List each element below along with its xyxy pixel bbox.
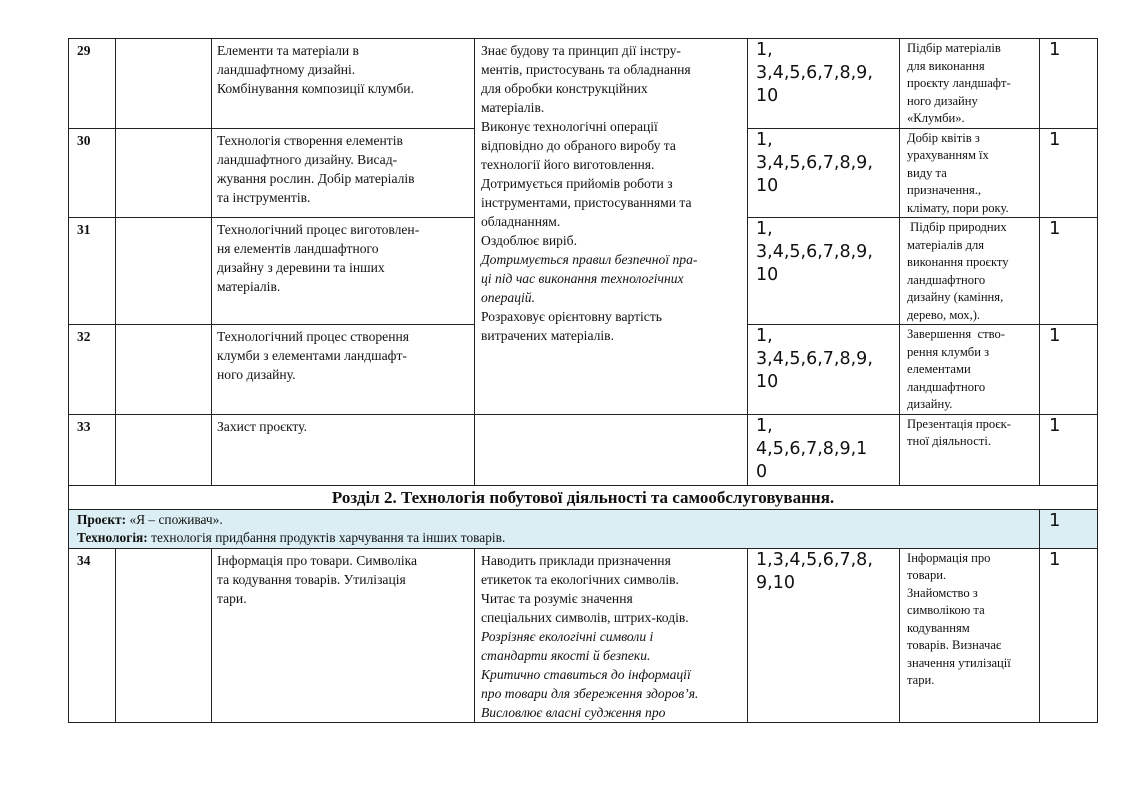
hours: 1 <box>1040 548 1098 722</box>
practical-note: Підбір матеріалів для виконання проєкту ландшафт- ного дизайну «Клумби». <box>900 39 1040 129</box>
hours: 1 <box>1040 325 1098 415</box>
project-row <box>69 509 1098 548</box>
competences: 1, 4,5,6,7,8,9,1 0 <box>748 414 900 485</box>
date-cell <box>116 128 212 218</box>
project-info <box>69 509 1040 548</box>
competences: 1,3,4,5,6,7,8, 9,10 <box>748 548 900 722</box>
table-row <box>69 39 1098 129</box>
lesson-number: 33 <box>69 414 116 485</box>
expected-outcomes: Знає будову та принцип дії інстру- ментів, пристосувань та обладнання для обробки конструкційних матеріалів. Виконує технологічні операції відповідно до обраного виробу та технології його виготовлення. Дотримується прийомів роботи з інструментами, пристосуваннями та обладнанням. Оздоблює виріб. Дотримується правил безпечної пра- ці під час виконання технологічних операцій. Розраховує орієнтовну вартість витрачених матеріалів. <box>475 39 748 415</box>
technology-value: технологія придбання продуктів харчування та інших товарів. <box>147 529 506 545</box>
lesson-topic: Інформація про товари. Символіка та кодування товарів. Утилізація тари. <box>212 548 475 722</box>
date-cell <box>116 218 212 325</box>
section-row <box>69 485 1098 509</box>
lesson-topic: Технологічний процес створення клумби з елементами ландшафт- ного дизайну. <box>212 325 475 415</box>
hours: 1 <box>1040 509 1098 548</box>
hours: 1 <box>1040 128 1098 218</box>
table-row <box>69 414 1098 485</box>
lesson-number: 30 <box>69 128 116 218</box>
curriculum-table <box>68 38 1098 723</box>
competences: 1, 3,4,5,6,7,8,9, 10 <box>748 39 900 129</box>
lesson-number: 34 <box>69 548 116 722</box>
practical-note: Добір квітів з урахуванням їх виду та призначення., клімату, пори року. <box>900 128 1040 218</box>
date-cell <box>116 325 212 415</box>
practical-note: Презентація проєк- тної діяльності. <box>900 414 1040 485</box>
section-title: Розділ 2. Технологія побутової діяльності та самообслуговування. <box>69 485 1098 509</box>
project-label: Проєкт: <box>77 511 127 527</box>
hours: 1 <box>1040 414 1098 485</box>
date-cell <box>116 414 212 485</box>
lesson-number: 29 <box>69 39 116 129</box>
practical-note: Завершення ство- рення клумби з елементами ландшафтного дизайну. <box>900 325 1040 415</box>
hours: 1 <box>1040 218 1098 325</box>
date-cell <box>116 548 212 722</box>
practical-note: Підбір природних матеріалів для виконання проєкту ландшафтного дизайну (каміння, дерево, мох,). <box>900 218 1040 325</box>
project-value: «Я – споживач». <box>126 511 223 527</box>
lesson-number: 32 <box>69 325 116 415</box>
lesson-topic: Елементи та матеріали в ландшафтному дизайні. Комбінування композиції клумби. <box>212 39 475 129</box>
expected-outcomes-empty <box>475 414 748 485</box>
table-row <box>69 548 1098 722</box>
expected-outcomes: Наводить приклади призначення етикеток та екологічних символів. Читає та розуміє значення спеціальних символів, штрих-кодів. Розрізняє екологічні символи і стандарти якості й безпеки. Критично ставиться до інформації про товари для збереження здоров’я. Висловлює власні судження про <box>475 548 748 722</box>
competences: 1, 3,4,5,6,7,8,9, 10 <box>748 128 900 218</box>
lesson-topic: Захист проєкту. <box>212 414 475 485</box>
lesson-number: 31 <box>69 218 116 325</box>
lesson-topic: Технологічний процес виготовлен- ня елементів ландшафтного дизайну з деревини та інших матеріалів. <box>212 218 475 325</box>
practical-note: Інформація про товари. Знайомство з символікою та кодуванням товарів. Визначає значення утилізації тари. <box>900 548 1040 722</box>
date-cell <box>116 39 212 129</box>
competences: 1, 3,4,5,6,7,8,9, 10 <box>748 325 900 415</box>
lesson-topic: Технологія створення елементів ландшафтного дизайну. Висад- жування рослин. Добір матеріалів та інструментів. <box>212 128 475 218</box>
hours: 1 <box>1040 39 1098 129</box>
competences: 1, 3,4,5,6,7,8,9, 10 <box>748 218 900 325</box>
technology-label: Технологія: <box>77 529 148 545</box>
